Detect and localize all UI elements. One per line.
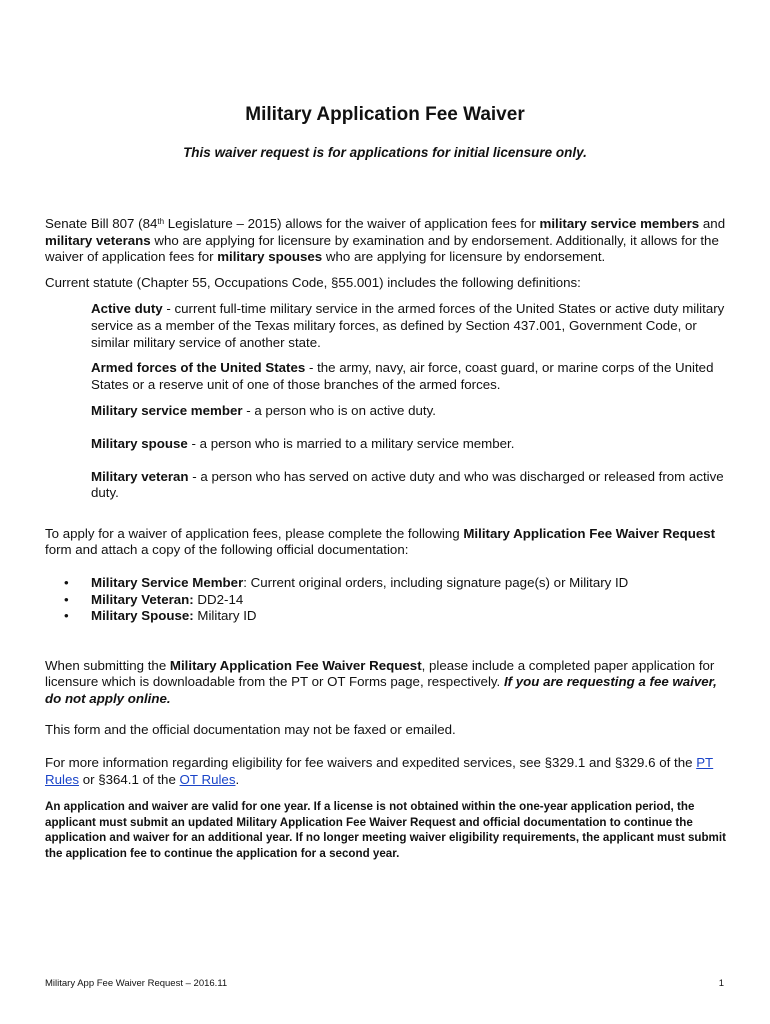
submitting-warning: If you are requesting a fee waiver, do not apply online.: [45, 674, 717, 706]
doc-term: Military Service Member: [91, 574, 244, 590]
document-body: [45, 216, 735, 862]
submitting-form-name: Military Application Fee Waiver Request: [169, 657, 422, 673]
definition-text: - a person who has served on active duty and who was discharged or released from active duty.: [91, 468, 724, 501]
submitting-paragraph: [45, 658, 735, 708]
doc-text: : Current original orders, including signature page(s) or Military ID: [243, 574, 629, 590]
more-info-text-2: or §364.1 of the: [79, 771, 180, 787]
definition-text: - a person who is married to a military service member.: [187, 435, 515, 451]
definition-term: Active duty: [91, 301, 163, 317]
statute-paragraph: Current statute (Chapter 55, Occupations Code, §55.001) includes the following definitions:: [45, 274, 581, 290]
intro-superscript: th: [157, 217, 165, 226]
ot-rules-link[interactable]: OT Rules: [179, 771, 236, 787]
more-info-paragraph: [45, 755, 735, 788]
list-item: [45, 592, 735, 609]
apply-form-name: Military Application Fee Waiver Request: [463, 525, 716, 541]
intro-bold-veterans: military veterans: [45, 232, 151, 248]
bullet-icon: •: [64, 574, 69, 590]
doc-text: Military ID: [193, 608, 257, 624]
intro-bold-spouses: military spouses: [217, 249, 323, 265]
footer-form-id: Military App Fee Waiver Request – 2016.11: [45, 978, 228, 989]
apply-text-2: form and attach a copy of the following official documentation:: [45, 542, 409, 558]
definition-term: Armed forces of the United States: [91, 360, 306, 376]
intro-paragraph: [45, 216, 735, 266]
document-title: Military Application Fee Waiver: [245, 104, 525, 125]
doc-text: DD2-14: [193, 591, 244, 607]
more-info-text-1: For more information regarding eligibility for fee waivers and expedited services, see §329.1 and §329.6 of the: [45, 755, 697, 771]
submitting-text-1: When submitting the: [45, 657, 170, 673]
intro-text-3: and: [699, 216, 726, 231]
doc-term: Military Veteran:: [91, 591, 194, 607]
intro-text-2: Legislature – 2015) allows for the waiver of application fees for: [164, 216, 540, 231]
definition-armed-forces: [91, 360, 725, 393]
apply-paragraph: [45, 526, 735, 559]
page-number: 1: [718, 978, 724, 989]
definition-spouse: [91, 436, 725, 453]
apply-text-1: To apply for a waiver of application fees, please complete the following: [45, 525, 464, 541]
definition-term: Military service member: [91, 403, 243, 419]
intro-text-4: who are applying for licensure by examination and by endorsement. Additionally, it allows for the waiver of application fees for: [45, 232, 719, 265]
list-item: [45, 575, 735, 592]
definition-text: - current full-time military service in the armed forces of the United States or active duty military service as a member of the Texas military forces, as defined by Section 437.001, Government Code, or similar military service of another state.: [91, 301, 725, 350]
doc-term: Military Spouse:: [91, 608, 194, 624]
definition-service-member: [91, 403, 725, 420]
bullet-icon: •: [64, 608, 69, 624]
definition-text: - the army, navy, air force, coast guard, or marine corps of the United States or a reserve unit of one of those branches of the armed forces.: [91, 360, 714, 392]
definition-text: - a person who is on active duty.: [242, 403, 436, 419]
intro-text-5: who are applying for licensure by endorsement.: [322, 249, 606, 265]
list-item: [45, 608, 735, 625]
definition-term: Military spouse: [91, 435, 188, 451]
documentation-list: [45, 575, 735, 625]
definition-veteran: [91, 469, 725, 502]
bullet-icon: •: [64, 591, 69, 607]
document-subtitle: This waiver request is for applications for initial licensure only.: [183, 145, 587, 160]
pt-rules-link[interactable]: PT Rules: [45, 755, 714, 787]
definition-active-duty: [91, 301, 725, 351]
more-info-text-3: .: [235, 771, 240, 787]
intro-bold-service-members: military service members: [539, 216, 700, 231]
submitting-text-2: , please include a completed paper application for licensure which is downloadable from the PT or OT Forms page, respectively.: [45, 657, 715, 690]
intro-text-1: Senate Bill 807 (84: [45, 216, 158, 231]
definition-term: Military veteran: [91, 468, 189, 484]
no-fax-paragraph: This form and the official documentation may not be faxed or emailed.: [45, 722, 456, 738]
validity-notice: An application and waiver are valid for one year. If a license is not obtained within the one-year application period, the applicant must submit an updated Military Application Fee Waiver Request and official documentation to continue the application and waiver for an additional year. If no longer meeting waiver eligibility requirements, the applicant must submit the application fee to continue the application for a second year.: [45, 800, 726, 861]
